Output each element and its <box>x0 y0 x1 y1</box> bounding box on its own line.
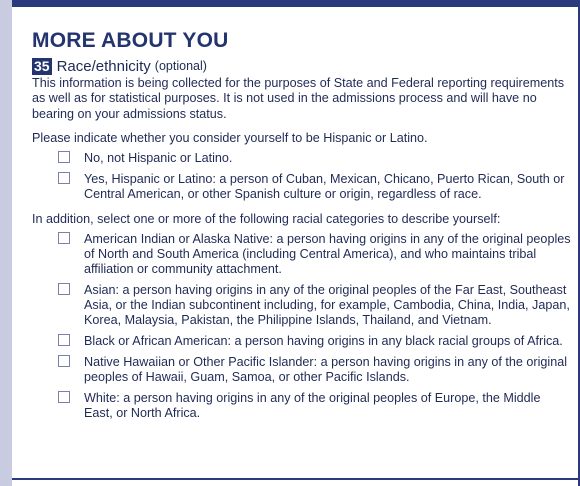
option-asian[interactable] <box>32 283 572 328</box>
race-prompt: In addition, select one or more of the following racial categories to describe yourself: <box>32 212 501 227</box>
option-label: Native Hawaiian or Other Pacific Islander: a person having origins in any of the original peoples of Hawaii, Guam, Samoa, or other Pacific Islands. <box>84 355 568 385</box>
option-hispanic[interactable] <box>32 172 572 202</box>
hispanic-prompt: Please indicate whether you consider yourself to be Hispanic or Latino. <box>32 130 428 145</box>
checkbox[interactable] <box>58 334 70 346</box>
question-header <box>32 58 572 75</box>
question-intro: This information is being collected for the purposes of State and Federal reporting requirements as well as for statistical purposes. It is not used in the admissions process and will have no bearing on your admissions status. <box>32 76 565 121</box>
option-pacific-islander[interactable] <box>32 355 572 385</box>
question-title: Race/ethnicity <box>56 58 151 75</box>
checkbox[interactable] <box>58 151 70 163</box>
checkbox[interactable] <box>58 391 70 403</box>
question-number: 35 <box>34 58 50 74</box>
top-border <box>12 0 580 7</box>
checkbox[interactable] <box>58 283 70 295</box>
option-label: Black or African American: a person having origins in any black racial groups of Africa. <box>84 334 563 349</box>
option-label: White: a person having origins in any of the original peoples of Europe, the Middle East, or North Africa. <box>84 391 541 421</box>
option-label: American Indian or Alaska Native: a person having origins in any of the original peoples of North and South America (including Central America), and who maintains tribal affiliation or community attachment. <box>84 232 571 277</box>
left-margin-bar <box>0 0 12 486</box>
section-title: MORE ABOUT YOU <box>32 29 229 52</box>
option-black[interactable] <box>32 334 572 349</box>
option-not-hispanic[interactable] <box>32 151 572 166</box>
option-label: Asian: a person having origins in any of the original peoples of the Far East, Southeast Asia, or the Indian subcontinent including, for example, Cambodia, China, India, Japan, Korea, Malaysia, Pakistan, the Philippine Islands, Thailand, and Vietnam. <box>84 283 570 328</box>
checkbox[interactable] <box>58 172 70 184</box>
form-section <box>32 30 572 427</box>
checkbox[interactable] <box>58 232 70 244</box>
optional-label: (optional) <box>154 59 207 73</box>
option-label: Yes, Hispanic or Latino: a person of Cuban, Mexican, Chicano, Puerto Rican, South or Central American, or other Spanish culture or origin, regardless of race. <box>84 172 565 202</box>
checkbox[interactable] <box>58 355 70 367</box>
option-white[interactable] <box>32 391 572 421</box>
bottom-border <box>12 478 580 480</box>
option-label: No, not Hispanic or Latino. <box>84 151 233 166</box>
option-american-indian[interactable] <box>32 232 572 277</box>
